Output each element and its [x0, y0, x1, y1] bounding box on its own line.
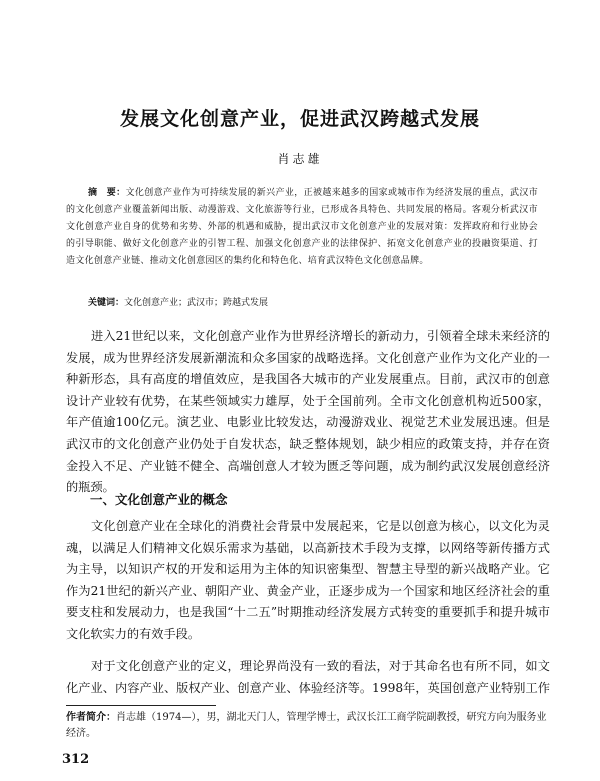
footnote-text: 肖志雄（1974—），男，湖北天门人，管理学博士，武汉长江工商学院副教授，研究方向为服务业经济。 — [66, 712, 547, 739]
abstract — [66, 185, 538, 270]
footnote-label: 作者简介： — [66, 712, 116, 723]
section-heading: 一、文化创意产业的概念 — [90, 492, 228, 507]
article-author: 肖志雄 — [277, 152, 323, 166]
keywords — [88, 296, 538, 310]
abstract-label: 摘 要： — [88, 188, 126, 198]
keywords-text: 文化创意产业；武汉市；跨越式发展 — [124, 298, 269, 308]
page-number: 312 — [62, 752, 90, 767]
footnote-divider — [66, 705, 216, 706]
article-title: 发展文化创意产业，促进武汉跨越式发展 — [119, 108, 480, 130]
abstract-text: 文化创意产业作为可持续发展的新兴产业，正被越来越多的国家或城市作为经济发展的重点，武汉市的文化创意产业覆盖新闻出版、动漫游戏、文化旅游等行业，已形成各具特色、共同发展的格局。客观分析武汉市文化创意产业自身的优势和劣势、外部的机遇和威胁，提出武汉市文化创意产业的发展对策：发挥政府和行业协会的引导职能、做好文化创意产业的引智工程、加强文化创意产业的法律保护、拓宽文化创意产业的投融资渠道、打造文化创意产业链、推动文化创意园区的集约化和特色化、培育武汉特色文化创意品牌。 — [66, 188, 539, 266]
keywords-label: 关键词： — [88, 298, 125, 308]
body-paragraph-intro: 进入21世纪以来，文化创意产业作为世界经济增长的新动力，引领着全球未来经济的发展，成为世界经济发展新潮流和众多国家的战略选择。文化创意产业作为文化产业的一种新形态，具有高度的增值效应，是我国各大城市的产业发展重点。目前，武汉市的创意设计产业较有优势，在某些领域实力雄厚，处于全国前列。全市文化创意机构近500家，年产值逾100亿元。演艺业、电影业比较发达，动漫游戏业、视觉艺术业发展迅速。但是武汉市的文化创意产业仍处于自发状态，缺乏整体规划，缺少相应的政策支持，并存在资金投入不足、产业链不健全、高端创意人才较为匮乏等问题，成为制约武汉发展创意经济的瓶颈。 — [66, 329, 550, 495]
body-paragraph-definition: 对于文化创意产业的定义，理论界尚没有一致的看法，对于其命名也有所不同，如文化产业、内容产业、版权产业、创意产业、体验经济等。1998年，英国创意产业特别工作 — [66, 659, 550, 695]
author-footnote — [66, 710, 550, 742]
body-paragraph-concept: 文化创意产业在全球化的消费社会背景中发展起来，它是以创意为核心，以文化为灵魂，以满足人们精神文化娱乐需求为基础，以高新技术手段为支撑，以网络等新传播方式为主导，以知识产权的开发和运用为主体的知识密集型、智慧主导型的新兴战略产业。它作为21世纪的新兴产业、朝阳产业、黄金产业，正逐步成为一个国家和地区经济社会的重要支柱和发展动力，也是我国“十二五”时期推动经济发展方式转变的重要抓手和提升城市文化软实力的有效手段。 — [66, 519, 550, 641]
